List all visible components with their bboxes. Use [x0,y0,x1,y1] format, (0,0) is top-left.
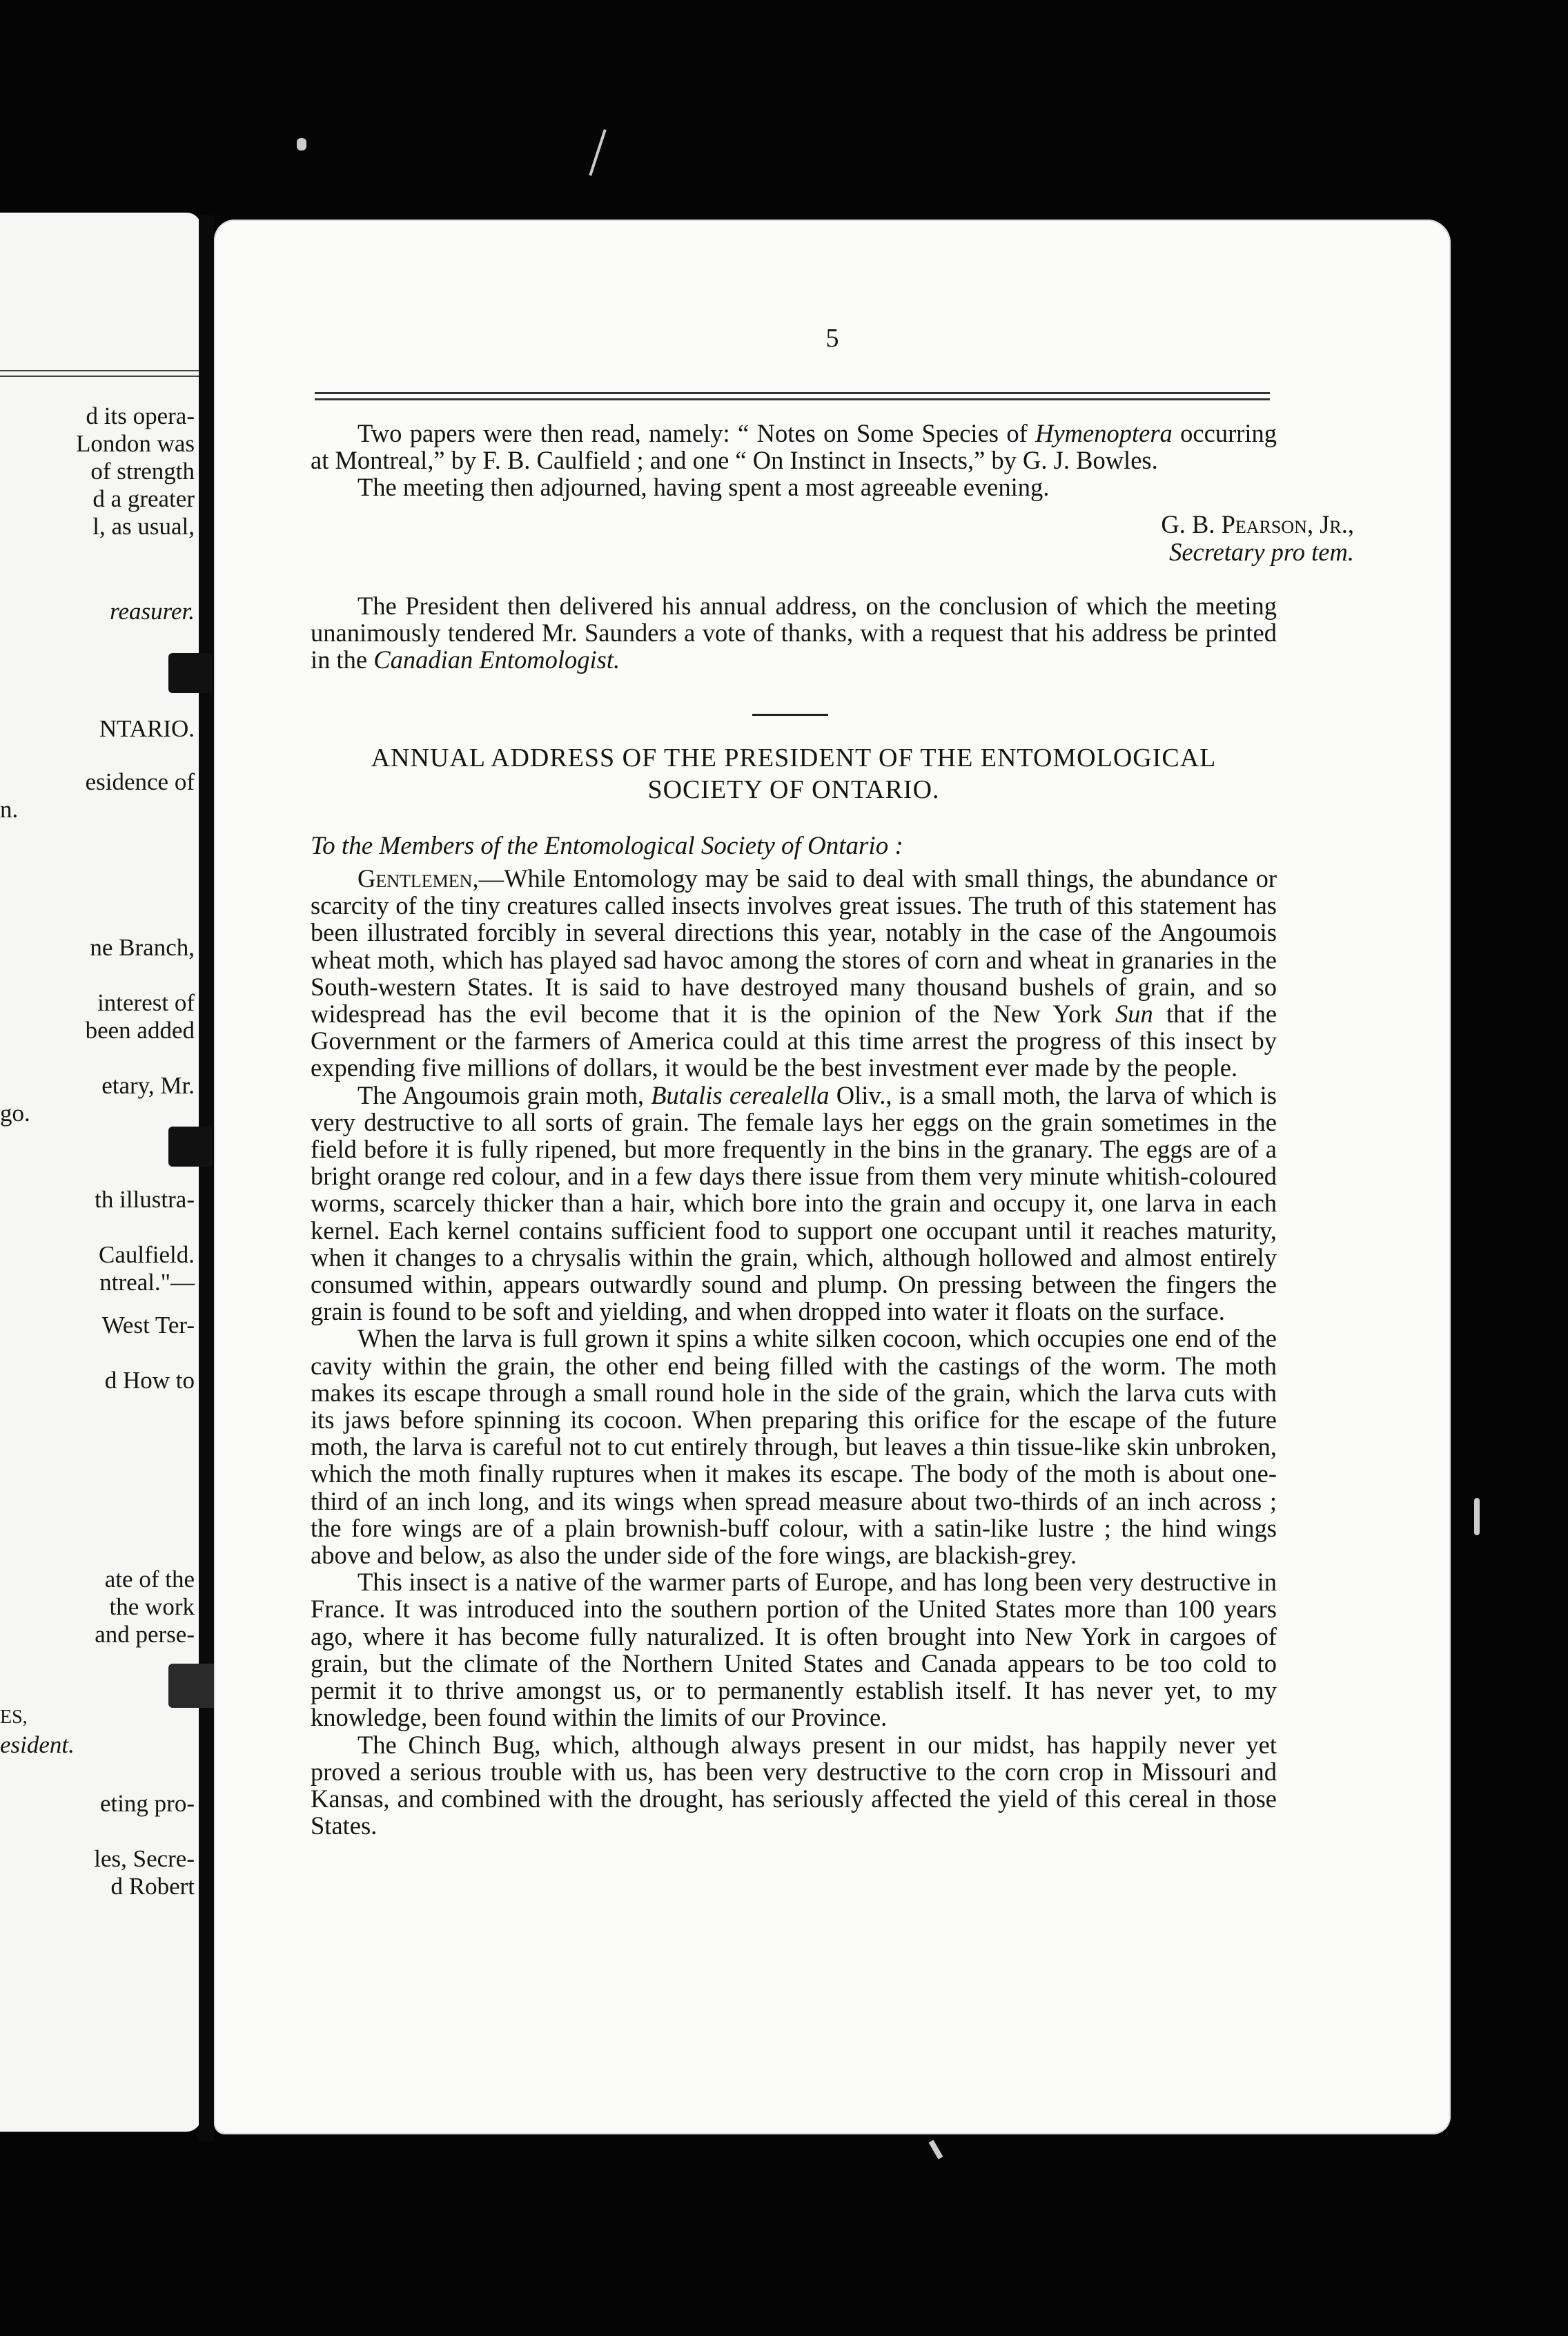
left-page-rule [0,376,200,377]
left-text-fragment: West Ter- [101,1312,195,1339]
left-text-fragment: etary, Mr. [101,1072,195,1099]
paragraph [311,592,1277,674]
left-text-fragment: th illustra- [95,1186,195,1213]
left-text-fragment: esident. [0,1731,75,1758]
salutation: To the Members of the Entomological Society of Ontario : [311,832,903,860]
book-page [214,220,1451,2134]
text-span: that if the Government or the farmers of America could at this time arrest the progress of this insect by expending five millions of dollars, it would be the best investment ever made by the people. [311,1000,1277,1082]
address-heading-line-1: ANNUAL ADDRESS OF THE PRESIDENT OF THE ENTOMOLOGICAL [371,743,1217,772]
left-text-fragment: d a greater [92,485,195,512]
header-rule [315,392,1270,394]
address-body [311,865,1277,1839]
text-span: G. B. Pearson, Jr., [1161,510,1354,538]
left-text-fragment: and perse- [95,1621,195,1648]
left-text-fragment: n. [0,796,19,823]
left-text-fragment: NTARIO. [99,715,195,742]
left-text-fragment: go. [0,1100,30,1127]
left-text-fragment: les, Secre- [94,1845,195,1872]
italic-term: Hymenoptera [1035,419,1173,447]
paragraph [311,865,1277,1082]
page-number: 5 [825,324,839,353]
left-page-rule [0,370,200,371]
text-span: Two papers were then read, namely: “ Notes on Some Species of [357,419,1028,447]
book-gutter [199,215,214,2141]
background-speck [1474,1498,1480,1535]
left-text-fragment: ES, [0,1706,28,1728]
left-text-fragment: London was [75,430,195,457]
journal-title: Canadian Entomologist. [373,645,620,674]
intro-paragraphs [311,420,1277,501]
president-paragraph [311,592,1277,674]
signature-title: Secretary pro tem. [1169,538,1354,566]
left-text-fragment: d Robert [110,1873,195,1900]
left-text-fragment: the work [109,1593,195,1620]
background-speck [297,138,306,150]
left-text-fragment: been added [85,1017,195,1044]
address-heading-line-2: SOCIETY OF ONTARIO. [647,775,940,804]
left-facing-page [0,213,202,2132]
background-speck [929,2140,943,2159]
text-span: —While Entomology may be said to deal with small things, the abundance or scarcity of the tiny creatures called insects involves great issues. The truth of this statement has been illustrated forcibly in several directions this year, notably in the case of the Angoumois wheat moth, which has played sad havoc among the stores of corn and wheat in granaries in the South-western States. It is said to have destroyed many thousand bushels of grain, and so widespread has the evil become that it is the opinion of the New York [311,864,1277,1029]
left-text-fragment: reasurer. [110,598,195,625]
paragraph: The Chinch Bug, which, although always present in our midst, has happily never yet proved a serious trouble with us, has been very destructive to the corn crop in Missouri and Kansas, and combined with the drought, has seriously affected the yield of this cereal in those States. [311,1730,1277,1840]
left-text-fragment: ate of the [104,1566,195,1593]
left-text-fragment: l, as usual, [92,513,195,540]
text-span: The President then delivered his annual address, on the conclusion of which the meeting unanimously tendered Mr. Saunders a vote of thanks, with a request that his address be printed in the [311,592,1277,674]
binding-clip [168,653,213,693]
text-span: occurring at Montreal,” by F. B. Caulfield ; and one “ On Instinct in Insects,” by G. J. Bowles. [311,419,1277,475]
left-text-fragment: Caulfield. [99,1241,195,1268]
background-speck [589,129,606,176]
left-text-fragment: esidence of [85,768,195,795]
species-name: Butalis cerealella [651,1080,830,1109]
intro-paragraph: The meeting then adjourned, having spent a most agreeable evening. [357,473,1050,502]
left-text-fragment: of strength [90,458,195,485]
text-span: The Angoumois grain moth, [357,1080,644,1109]
left-text-fragment: d How to [104,1367,195,1394]
left-text-fragment: ne Branch, [90,934,195,961]
paragraph: This insect is a native of the warmer parts of Europe, and has long been very destructive in France. It was introduced into the southern portion of the United States more than 100 years ago, where it has become fully naturalized. It is often brought into New York in cargoes of grain, but the climate of the Northern United States and Canada appears to be too cold to permit it to thrive amongst us, or to permanently establish itself. It has never yet, to my knowledge, been found within the limits of our Province. [311,1568,1277,1732]
left-text-fragment: ntreal."— [99,1269,195,1296]
paragraph: When the larva is full grown it spins a white silken cocoon, which occupies one end of the cavity within the grain, the other end being filled with the castings of the worm. The moth makes its escape through a small round hole in the side of the grain, which the larva cuts with its jaws before spinning its cocoon. When preparing this orifice for the escape of the future moth, the larva is careful not to cut entirely through, but leaves a thin tissue-like skin unbroken, which the moth finally ruptures when it makes its escape. The body of the moth is about one-third of an inch long, and its wings when spread measure about two-thirds of an inch across ; the fore wings are of a plain brownish-buff colour, with a satin-like lustre ; the hind wings above and below, as also the under side of the fore wings, are blackish-grey. [311,1324,1277,1570]
text-span: Gentlemen, [357,864,479,893]
signature-name [1161,511,1354,538]
newspaper-name: Sun [1115,1000,1153,1029]
section-divider [752,714,828,716]
left-text-fragment: d its opera- [86,402,195,429]
paragraph [311,1082,1277,1325]
intro-paragraph [311,420,1277,474]
binding-clip [168,1127,213,1167]
left-text-fragment: eting pro- [99,1790,195,1817]
text-span: Oliv., is a small moth, the larva of which is very destructive to all sorts of grain. The female lays her eggs on the grain sometimes in the field before it is fully ripened, but more frequently in the bins in the granary. The eggs are of a bright orange red colour, and in a few days there issue from them very minute whitish-coloured worms, scarcely thicker than a hair, which bore into the grain and occupy it, one larva in each kernel. Each kernel contains sufficient food to support one occupant until it reaches maturity, when it changes to a chrysalis within the grain, which, although hollowed and almost entirely consumed within, appears outwardly sound and plump. On pressing between the fingers the grain is found to be soft and yielding, and when dropped into water it floats on the surface. [311,1080,1277,1326]
header-rule [315,398,1270,400]
left-text-fragment: interest of [97,989,195,1016]
